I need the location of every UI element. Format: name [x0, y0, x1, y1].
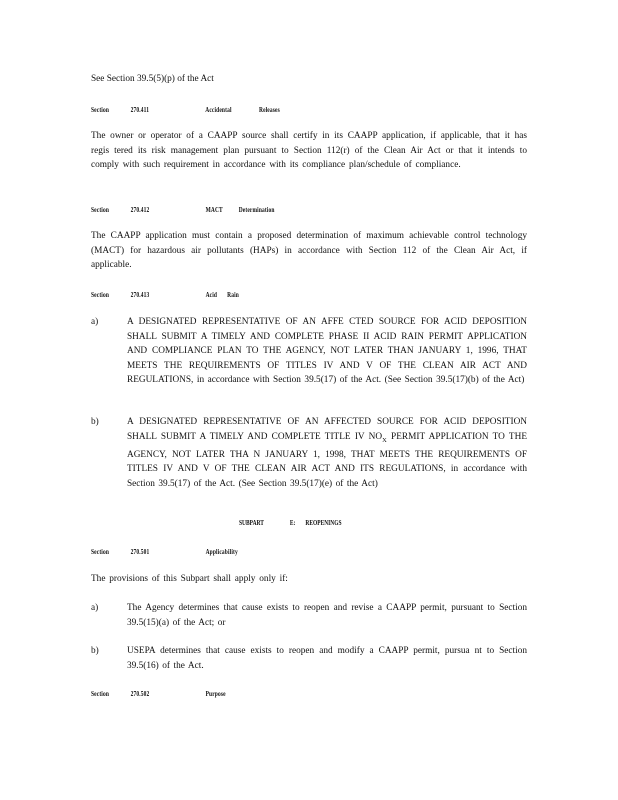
section-title-word: Releases	[258, 105, 280, 114]
subpart-heading	[239, 518, 342, 527]
item-label: b)	[91, 646, 99, 656]
subpart-label: SUBPART	[239, 518, 264, 527]
item-text: USEPA determines that cause exists to reopen and modify a CAAPP permit, pursua nt to Section 39.5(16) of the Act.	[127, 646, 527, 671]
section-label: Section	[91, 547, 110, 556]
section-title-word: Accidental	[205, 105, 232, 114]
item-text: A DESIGNATED REPRESENTATIVE OF AN AFFE CTED SOURCE FOR ACID DEPOSITION SHALL SUBMIT A TIMELY AND COMPLETE PHASE II ACID RAIN PERMIT APPLICATION AND COMPLIANCE PLAN TO THE AGENCY, NOT LATER THAN JANUARY 1, 1996, THAT MEETS THE REQUIREMENTS OF TITLES IV AND V OF THE CLEAN AIR ACT AND REGULATIONS, in accordance with Section 39.5(17) of the Act. (See Section 39.5(17)(b) of the Act)	[127, 317, 527, 385]
section-code: 270.502	[130, 689, 150, 698]
section-heading-mact-determination	[91, 205, 275, 214]
section-code: 270.413	[130, 290, 150, 299]
item-label: a)	[91, 317, 99, 327]
section-heading-acid-rain	[91, 290, 239, 299]
section-title-word: Applicability	[205, 547, 238, 556]
section-code: 270.501	[130, 547, 150, 556]
section-label: Section	[91, 290, 110, 299]
section-label: Section	[91, 105, 110, 114]
subpart-letter: E:	[289, 518, 296, 527]
subscript-x: X	[382, 436, 387, 444]
section-title-word: Purpose	[205, 689, 226, 698]
paragraph-mact: The CAAPP application must contain a proposed determination of maximum achievable control technology (MACT) for hazardous air pollutants (HAPs) in accordance with Section 112 of the Clean Air Act, if applicable.	[91, 231, 527, 270]
section-code: 270.412	[130, 205, 150, 214]
subpart-title: REOPENINGS	[305, 518, 342, 527]
item-label: b)	[91, 417, 99, 427]
section-heading-purpose	[91, 689, 226, 698]
section-title-word: Rain	[227, 290, 239, 299]
section-label: Section	[91, 689, 110, 698]
section-code: 270.411	[130, 105, 150, 114]
paragraph-accidental-releases: The owner or operator of a CAAPP source shall certify in its CAAPP application, if applicable, that it has regis tered its risk management plan pursuant to Section 112(r) of the Clean Air Act or that it intends to comply with such requirement in accordance with its compliance plan/schedule of compliance.	[91, 131, 527, 170]
intro-line: See Section 39.5(5)(p) of the Act	[91, 74, 214, 84]
item-label: a)	[91, 603, 99, 613]
item-text-start: A DESIGNATED REPRESENTATIVE OF AN AFFECTED SOURCE FOR ACID DEPOSITION SHALL SUBMIT A TIMELY AND COMPLETE TITLE IV NO	[127, 417, 527, 442]
item-text-end: PERMIT APPLICATION TO THE AGENCY, NOT LATER THA N JANUARY 1, 1998, THAT MEETS THE REQUIREMENTS OF TITLES IV AND V OF THE CLEAN AIR ACT AND ITS REGULATIONS, in accordance with Section 39.5(17) of the Act. (See Section 39.5(17)(e) of the Act)	[127, 431, 528, 489]
section-heading-accidental-releases	[91, 105, 280, 114]
section-label: Section	[91, 205, 110, 214]
item-text: The Agency determines that cause exists to reopen and revise a CAAPP permit, pursuant to Section 39.5(15)(a) of the Act; or	[127, 603, 527, 628]
paragraph-provisions: The provisions of this Subpart shall apply only if:	[91, 574, 288, 584]
section-title-word: MACT	[205, 205, 223, 214]
section-title-word: Acid	[205, 290, 218, 299]
section-title-word: Determination	[238, 205, 275, 214]
item-text	[127, 415, 527, 491]
section-heading-applicability	[91, 547, 238, 556]
